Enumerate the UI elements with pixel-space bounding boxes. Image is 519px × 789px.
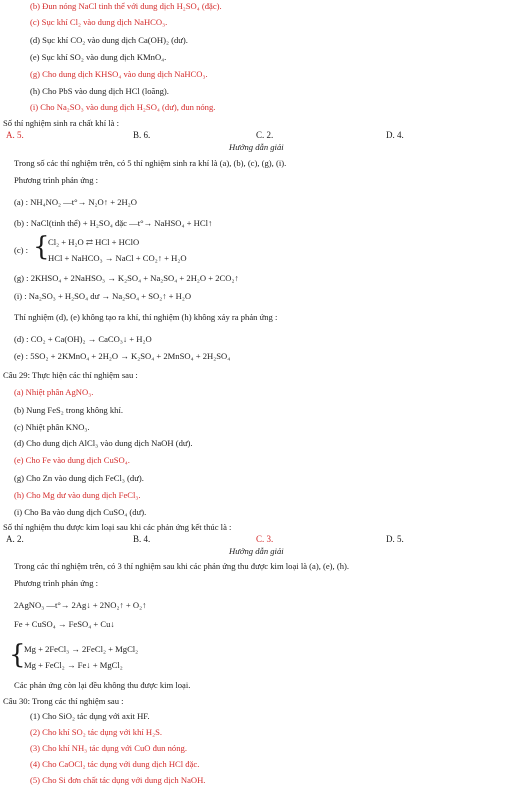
q29-item-i: (i) Cho Ba vào dung dịch CuSO₄ (dư). xyxy=(14,507,147,517)
q29-item-b: (b) Nung FeS₂ trong không khí. xyxy=(14,405,123,415)
q28-answer-c: C. 2. xyxy=(256,130,274,140)
q29-eq-h1: Mg + 2FeCl₃ → 2FeCl₂ + MgCl₂ xyxy=(24,644,139,654)
q28-item-g: (g) Cho dung dịch KHSO₄ vào dung dịch NaHCO₃. xyxy=(30,69,208,79)
q28-answer-a: A. 5. xyxy=(6,130,24,140)
q29-item-a: (a) Nhiệt phân AgNO₃. xyxy=(14,387,94,397)
q28-eq-a: (a) : NH₄NO₂ —t°→ N₂O↑ + 2H₂O xyxy=(14,197,137,207)
q28-eq-b: (b) : NaCl(tinh thể) + H₂SO₄ đặc —t°→ NaHSO₄ + HCl↑ xyxy=(14,218,213,228)
q29-answer-a: A. 2. xyxy=(6,534,24,544)
q29-answer-d: D. 5. xyxy=(386,534,404,544)
q28-item-c: (c) Sục khí Cl₂ vào dung dịch NaHCO₃. xyxy=(30,17,168,27)
q28-count-text: Số thí nghiệm sinh ra chất khí là : xyxy=(3,118,119,128)
q30-title: Câu 30: Trong các thí nghiệm sau : xyxy=(3,696,124,706)
q28-answer-b: B. 6. xyxy=(133,130,151,140)
q30-item-5: (5) Cho Si đơn chất tác dụng với dung dịch NaOH. xyxy=(30,775,206,785)
q28-eq-d: (d) : CO₂ + Ca(OH)₂ → CaCO₃↓ + H₂O xyxy=(14,334,152,344)
q30-item-1: (1) Cho SiO₂ tác dụng với axit HF. xyxy=(30,711,150,721)
q29-item-e: (e) Cho Fe vào dung dịch CuSO₄. xyxy=(14,455,130,465)
q29-note: Các phản ứng còn lại đều không thu được kim loại. xyxy=(14,680,191,690)
q28-eq-c2: HCl + NaHCO₃ → NaCl + CO₂↑ + H₂O xyxy=(48,253,187,263)
q29-eq-title: Phương trình phản ứng : xyxy=(14,578,99,588)
q29-eq-a: 2AgNO₃ —t°→ 2Ag↓ + 2NO₂↑ + O₂↑ xyxy=(14,600,147,610)
q28-item-d: (d) Sục khí CO₂ vào dung dịch Ca(OH)₂ (dư). xyxy=(30,35,188,45)
q29-eq-h-brace: { xyxy=(9,640,26,670)
q29-solution-intro: Trong các thí nghiệm trên, có 3 thí nghiệm sau khi các phản ứng thu được kim loại là (a), (e), (h). xyxy=(14,561,350,571)
q28-guide-label: Hướng dẫn giải xyxy=(229,142,284,152)
q29-item-g: (g) Cho Zn vào dung dịch FeCl₃ (dư). xyxy=(14,473,144,483)
q28-note: Thí nghiệm (d), (e) không tạo ra khí, thí nghiệm (h) không xảy ra phản ứng : xyxy=(14,312,278,322)
q30-item-4: (4) Cho CaOCl₂ tác dụng với dung dịch HCl đặc. xyxy=(30,759,200,769)
q29-eq-h2: Mg + FeCl₂ → Fe↓ + MgCl₂ xyxy=(24,660,123,670)
q29-item-c: (c) Nhiệt phân KNO₃. xyxy=(14,422,90,432)
q29-item-d: (d) Cho dung dịch AlCl₃ vào dung dịch NaOH (dư). xyxy=(14,438,193,448)
q28-eq-g: (g) : 2KHSO₄ + 2NaHSO₃ → K₂SO₄ + Na₂SO₄ + 2H₂O + 2CO₂↑ xyxy=(14,273,239,283)
q29-item-h: (h) Cho Mg dư vào dung dịch FeCl₃. xyxy=(14,490,141,500)
q28-eq-c-label: (c) : xyxy=(14,245,29,255)
q28-answer-d: D. 4. xyxy=(386,130,404,140)
q28-item-e: (e) Sục khí SO₂ vào dung dịch KMnO₄. xyxy=(30,52,167,62)
q30-item-2: (2) Cho khí SO₂ tác dụng với khí H₂S. xyxy=(30,727,163,737)
q29-eq-e: Fe + CuSO₄ → FeSO₄ + Cu↓ xyxy=(14,619,115,629)
q28-eq-c-brace: { xyxy=(33,232,50,262)
q30-item-3: (3) Cho khí NH₃ tác dụng với CuO đun nóng. xyxy=(30,743,187,753)
q28-item-b: (b) Đun nóng NaCl tinh thể với dung dịch H₂SO₄ (đặc). xyxy=(30,1,222,11)
q28-item-i: (i) Cho Na₂SO₃ vào dung dịch H₂SO₄ (dư), đun nóng. xyxy=(30,102,216,112)
q29-answer-c: C. 3. xyxy=(256,534,274,544)
q28-solution-intro: Trong số các thí nghiệm trên, có 5 thí nghiệm sinh ra khí là (a), (b), (c), (g), (i). xyxy=(14,158,287,168)
q28-item-h: (h) Cho PbS vào dung dịch HCl (loãng). xyxy=(30,86,169,96)
q29-count-text: Số thí nghiệm thu được kim loại sau khi các phản ứng kết thúc là : xyxy=(3,522,232,532)
q29-title: Câu 29: Thực hiện các thí nghiệm sau : xyxy=(3,370,138,380)
q29-answer-b: B. 4. xyxy=(133,534,151,544)
q28-eq-title: Phương trình phản ứng : xyxy=(14,175,99,185)
q29-guide-label: Hướng dẫn giải xyxy=(229,546,284,556)
q28-eq-i: (i) : Na₂SO₃ + H₂SO₄ dư → Na₂SO₄ + SO₂↑ + H₂O xyxy=(14,291,192,301)
q28-eq-e: (e) : 5SO₂ + 2KMnO₄ + 2H₂O → K₂SO₄ + 2MnSO₄ + 2H₂SO₄ xyxy=(14,351,231,361)
q28-eq-c1: Cl₂ + H₂O ⇄ HCl + HClO xyxy=(48,237,140,247)
